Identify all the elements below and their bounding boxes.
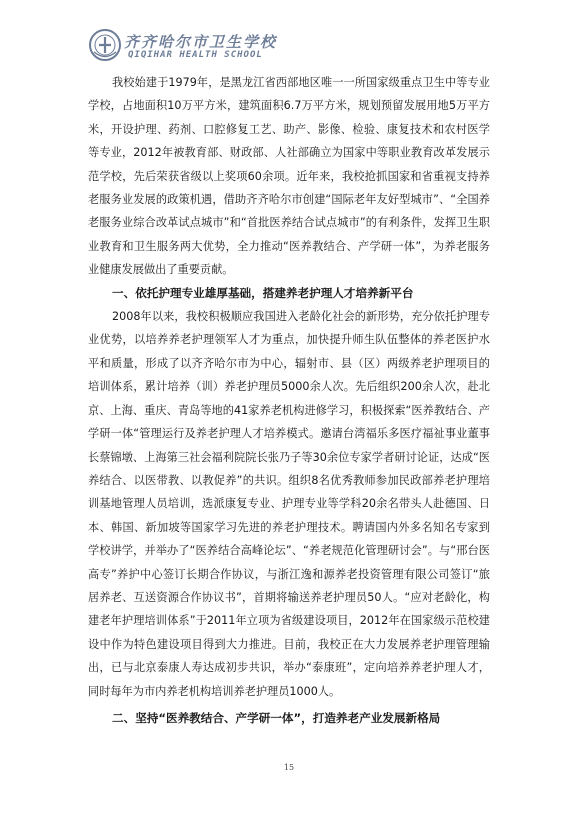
school-name-cn: 齐齐哈尔市卫生学校 — [124, 33, 278, 51]
section-1-paragraph: 2008年以来，我校积极顺应我国进入老龄化社会的新形势，充分依托护理专业优势，以培养养老护理领军人才为重点，加快提升师生队伍整体的养老医护水平和质量，形成了以齐齐哈尔市为中心，辐射市、县（区）两级养老护理项目的培训体系，累计培养（训）养老护理员5000余人次。先后组织200余人次，赴北京、上海、重庆、青岛等地的41家养老机构进修学习，积极探索“医养教结合、产学研一体“管理运行及养老护理人才培养模式。邀请台湾福乐多医疗福祉事业董事长蔡锦墩、上海第三社会福利院院长张乃子等30余位专家学者研讨论证，达成“医养结合、以医带教、以教促养”的共识。组织8名优秀教师参加民政部养老护理培训基地管理人员培训，选派康复专业、护理专业等学科20余名带头人赴德国、日本、韩国、新加坡等国家学习先进的养老护理技术。聘请国内外多名知名专家到学校讲学，并举办了“医养结合高峰论坛”、“养老规范化管理研讨会”。与“邢台医高专”养护中心签订长期合作协议，与浙江逸和源养老投资管理有限公司签订“旅居养老、互送资源合作协议书”，首期将输送养老护理员50人。“应对老龄化，构建老年护理培训体系”于2011年立项为省级建设项目，2012年在国家级示范校建设中作为特色建设项目得到大力推进。目前，我校正在大力发展养老护理管理输出，已与北京泰康人寿达成初步共识，举办“泰康班”，定向培养养老护理人才，同时每年为市内养老机构培训养老护理员1000人。 — [88, 310, 490, 698]
section-heading-1: 一、依托护理专业雄厚基础，搭建养老护理人才培养新平台 — [112, 285, 414, 300]
intro-paragraph: 我校始建于1979年，是黑龙江省西部地区唯一一所国家级重点卫生中等专业学校，占地面积10万平方米，建筑面积6.7万平方米，规划预留发展用地5万平方米，开设护理、药剂、口腔修复工艺、助产、影像、检验、康复技术和农村医学等专业，2012年被教育部、财政部、人社部确立为国家中等职业教育改革发展示范学校，先后荣获省级以上奖项60余项。近年来，我校抢抓国家和省重视支持养老服务业发展的政策机遇，借助齐齐哈尔市创建“国际老年友好型城市”、“全国养老服务业综合改革试点城市”和“首批医养结合试点城市”的有利条件，发挥卫生职业教育和卫生服务两大优势，全力推动“医养教结合、产学研一体”，为养老服务业健康发展做出了重要贡献。 — [88, 76, 490, 277]
school-emblem-icon — [88, 28, 122, 62]
school-name-en: QIQIHAR HEALTH SCHOOL — [128, 50, 263, 60]
section-heading-2: 二、坚持“医养教结合、产学研一体”，打造养老产业发展新格局 — [112, 710, 441, 725]
page-header — [88, 28, 388, 70]
document-body — [88, 71, 490, 730]
page-number: 15 — [283, 763, 295, 772]
